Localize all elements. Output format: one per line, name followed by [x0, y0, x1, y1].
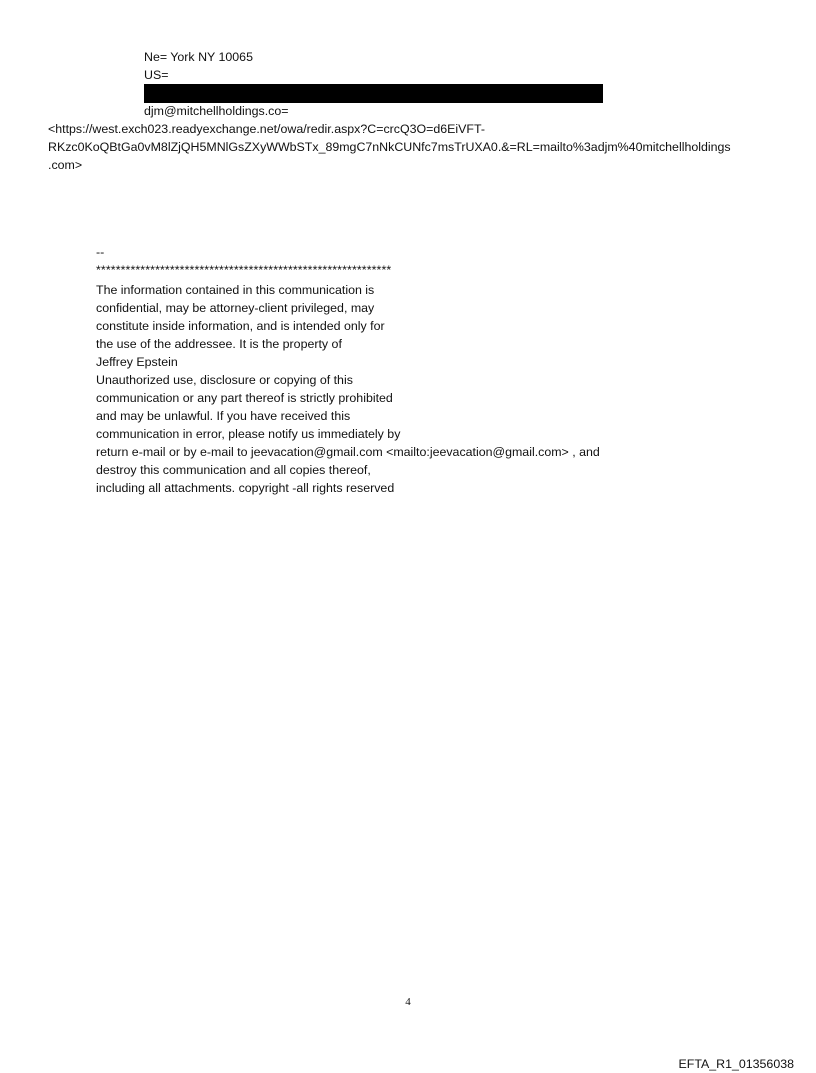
- disclaimer-line: communication or any part thereof is strictly prohibited: [96, 391, 393, 405]
- redirect-link-line-3[interactable]: .com>: [48, 158, 83, 172]
- redirect-link-line-2[interactable]: RKzc0KoQBtGa0vM8lZjQH5MNlGsZXyWWbSTx_89mgC7nNkCUNfc7msTrUXA0.&=RL=mailto%3adjm%40mitchellholdings: [48, 140, 731, 154]
- disclaimer-line: Jeffrey Epstein: [96, 355, 178, 369]
- disclaimer-line: Unauthorized use, disclosure or copying of this: [96, 373, 353, 387]
- signature-separator: --: [96, 245, 105, 259]
- disclaimer-line: return e-mail or by e-mail to jeevacation@gmail.com <mailto:jeevacation@gmail.com> , and: [96, 445, 600, 459]
- redirect-link-line-1[interactable]: <https://west.exch023.readyexchange.net/owa/redir.aspx?C=crcQ3O=d6EiVFT-: [48, 122, 486, 136]
- disclaimer-line: constitute inside information, and is intended only for: [96, 319, 385, 333]
- page-number: 4: [405, 996, 411, 1008]
- disclaimer-line: confidential, may be attorney-client privileged, may: [96, 301, 375, 315]
- disclaimer-line: and may be unlawful. If you have received this: [96, 409, 351, 423]
- disclaimer-line: communication in error, please notify us immediately by: [96, 427, 401, 441]
- disclaimer-line: the use of the addressee. It is the property of: [96, 337, 342, 351]
- email-address-line: djm@mitchellholdings.co=: [144, 104, 289, 118]
- address-country-line: US=: [144, 68, 169, 82]
- asterisk-divider: ************************************************************: [96, 263, 392, 277]
- address-city-line: Ne= York NY 10065: [144, 50, 253, 64]
- disclaimer-line: destroy this communication and all copies thereof,: [96, 463, 371, 477]
- redaction-bar: [144, 84, 603, 103]
- disclaimer-line: including all attachments. copyright -all rights reserved: [96, 481, 395, 495]
- document-id: EFTA_R1_01356038: [678, 1057, 794, 1071]
- disclaimer-line: The information contained in this communication is: [96, 283, 375, 297]
